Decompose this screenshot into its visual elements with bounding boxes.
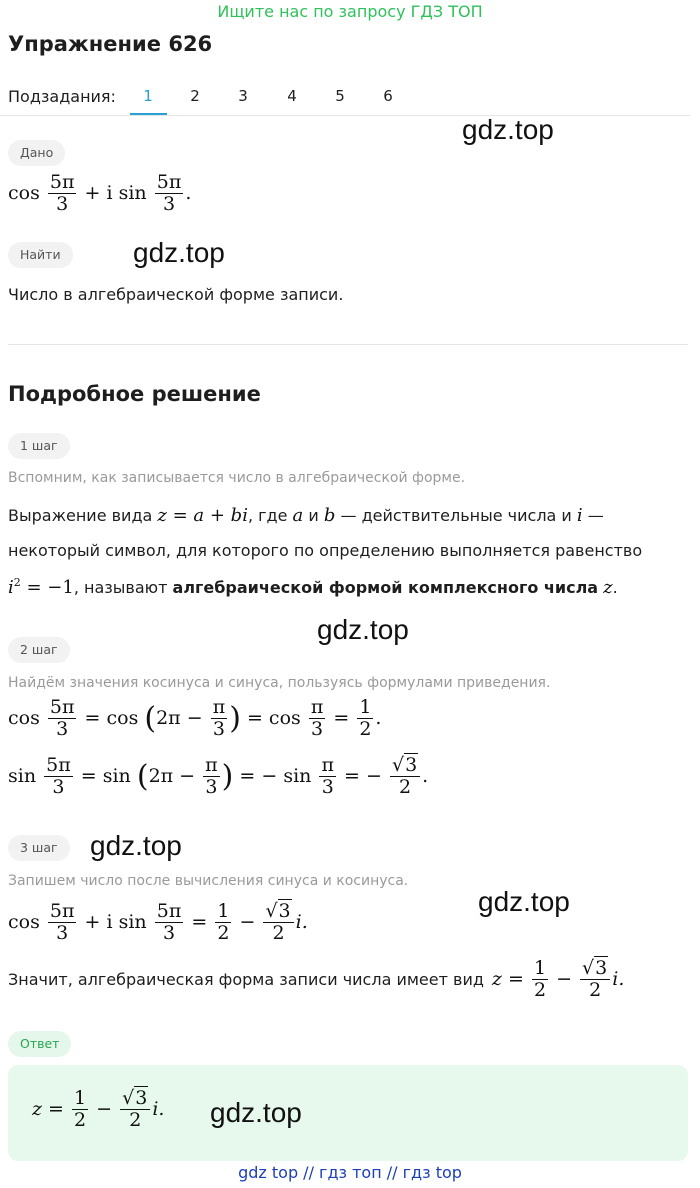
top-search-link[interactable]: Ищите нас по запросу ГДЗ ТОП — [217, 2, 483, 21]
subtask-tab-1[interactable]: 1 — [143, 87, 153, 105]
step2-hint: Найдём значения косинуса и синуса, пользуясь формулами приведения. — [8, 675, 551, 691]
solution-title: Подробное решение — [8, 382, 261, 406]
answer-chip: Ответ — [8, 1031, 71, 1057]
watermark: gdz.top — [317, 614, 409, 645]
subtask-tab-2[interactable]: 2 — [190, 87, 200, 105]
given-chip: Дано — [8, 140, 65, 166]
watermark: gdz.top — [210, 1097, 302, 1128]
cos-formula: cos $\frac{5\pi}{3}$ = cos (2π − $\frac{\pi}{3}$ ) = cos $\frac{\pi}{3}$ = $\frac{1}{2}$ . — [8, 696, 382, 740]
page-title: Упражнение 626 — [8, 32, 213, 56]
step1-line1: Выражение вида z = a + bi, где a и b — действительные числа и i — — [8, 505, 604, 526]
subtask-tab-3[interactable]: 3 — [238, 87, 248, 105]
find-text: Число в алгебраической форме записи. — [8, 285, 344, 304]
step1-chip: 1 шаг — [8, 433, 70, 459]
subtask-tab-5[interactable]: 5 — [335, 87, 345, 105]
watermark: gdz.top — [90, 830, 182, 861]
step1-hint: Вспомним, как записывается число в алгебраической форме. — [8, 470, 466, 486]
watermark: gdz.top — [462, 114, 554, 145]
step3-conclusion: Значит, алгебраическая форма записи числа имеет вид z = $\frac{1}{2}$ − $\frac{√3}{2}$ i. — [8, 957, 625, 1001]
find-chip: Найти — [8, 242, 73, 268]
step3-chip: 3 шаг — [8, 835, 70, 861]
answer-formula: z = $\frac{1}{2}$ − $\frac{√3}{2}$ i. — [32, 1087, 165, 1131]
subtasks-label: Подзадания: — [8, 87, 116, 106]
step1-line3: $i^2 = -1$, называют алгебраической формой комплексного числа z. — [8, 576, 618, 598]
section-divider — [8, 344, 688, 345]
step3-hint: Запишем число после вычисления синуса и косинуса. — [8, 873, 409, 889]
tabs-divider — [0, 115, 690, 116]
given-expression: cos $\frac{5\pi}{3}$ + i sin $\frac{5\pi}{3}$ . — [8, 171, 192, 215]
step3-formula: cos $\frac{5\pi}{3}$ + i sin $\frac{5\pi}{3}$ = $\frac{1}{2}$ − $\frac{√3}{2}$ i. — [8, 900, 308, 944]
sin-formula: sin $\frac{5\pi}{3}$ = sin (2π − $\frac{\pi}{3}$ ) = − sin $\frac{\pi}{3}$ = − $\frac{√3}{2}$ . — [8, 754, 429, 798]
subtask-tab-6[interactable]: 6 — [383, 87, 393, 105]
bottom-links[interactable]: gdz top // гдз топ // гдз top — [238, 1163, 462, 1182]
watermark: gdz.top — [478, 886, 570, 917]
step1-line2: некоторый символ, для которого по определению выполняется равенство — [8, 541, 643, 560]
step2-chip: 2 шаг — [8, 637, 70, 663]
watermark: gdz.top — [133, 237, 225, 268]
subtask-tab-4[interactable]: 4 — [287, 87, 297, 105]
